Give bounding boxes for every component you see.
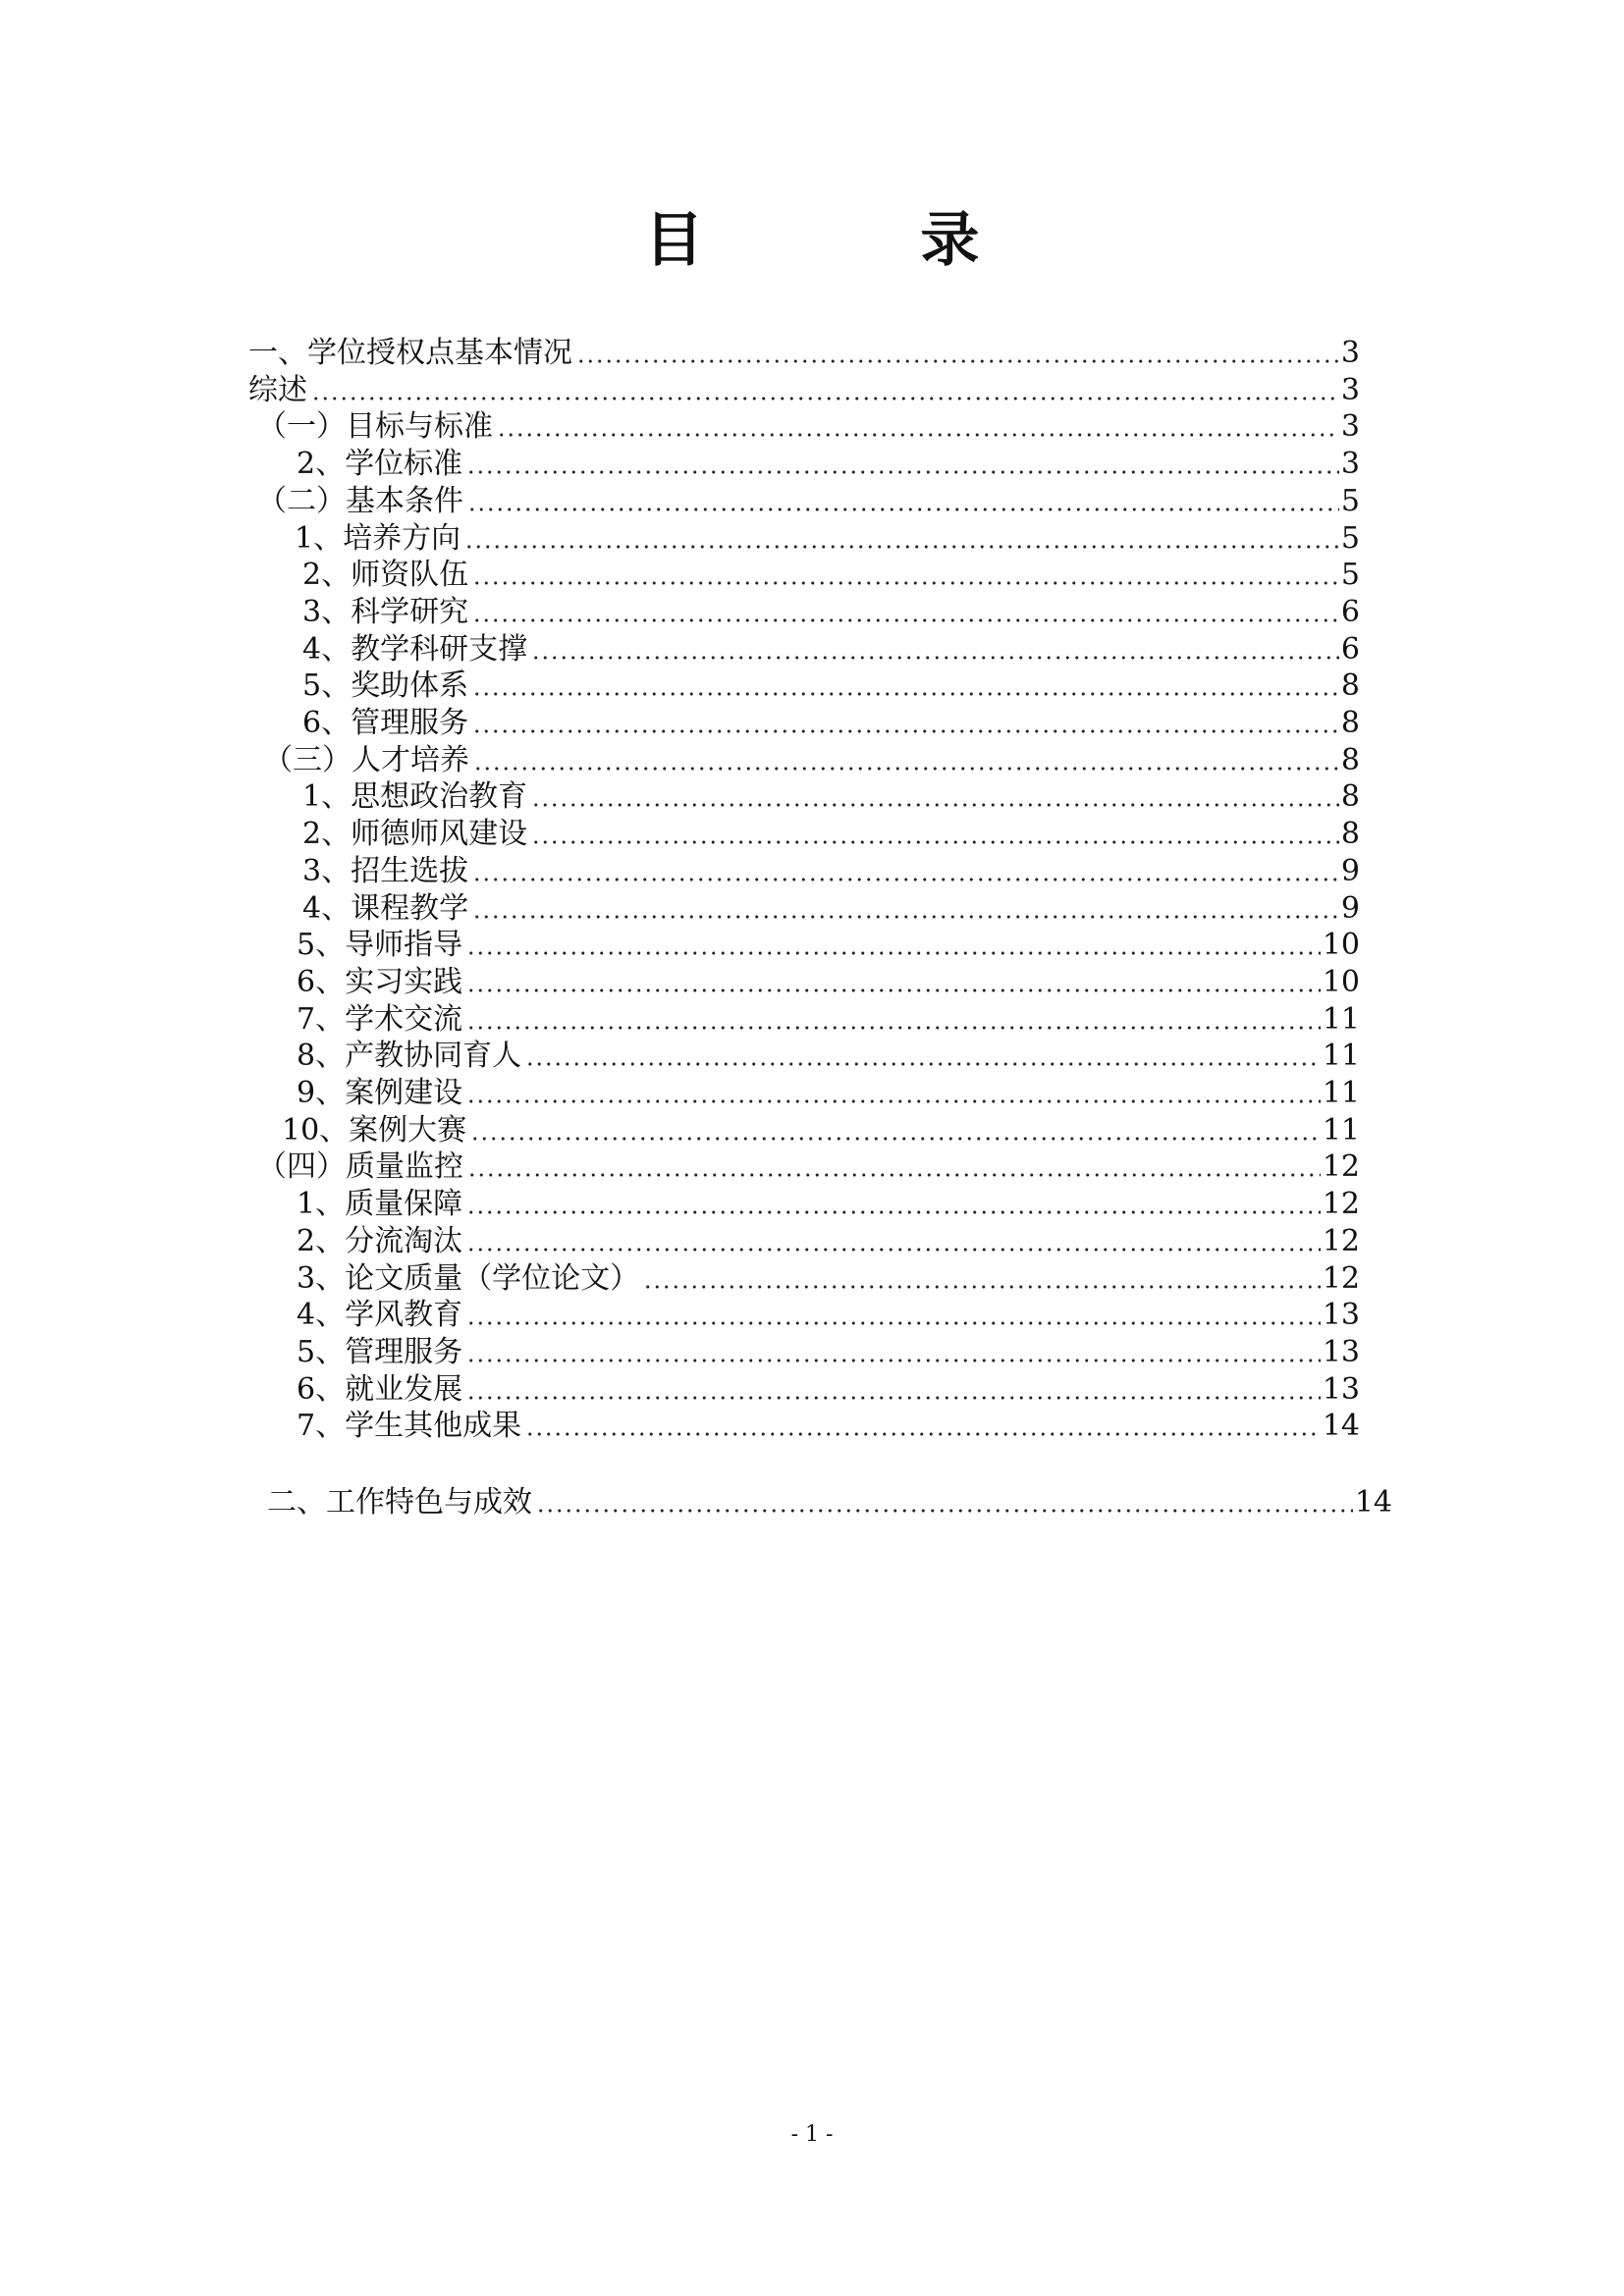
toc-entry-title: （三）人才培养 <box>263 742 469 777</box>
toc-entry-page-number: 10 <box>1322 964 1360 999</box>
toc-leader-dots <box>311 397 1339 400</box>
toc-leader-dots <box>464 545 1339 549</box>
toc-entry-title: 2、师资队伍 <box>302 558 469 593</box>
toc-entry-page-number: 5 <box>1340 520 1360 556</box>
toc-entry-page-number: 5 <box>1340 558 1360 593</box>
toc-entry-page-number: 8 <box>1340 706 1360 740</box>
toc-entry-title: 3、科学研究 <box>302 594 469 629</box>
toc-entry-page-number: 3 <box>1340 372 1360 407</box>
toc-entry-title: 4、教学科研支撑 <box>302 631 528 667</box>
toc-leader-dots <box>466 1359 1321 1362</box>
toc-entry-page-number: 12 <box>1322 1223 1360 1258</box>
toc-leader-dots <box>531 656 1339 660</box>
toc-leader-dots <box>467 507 1339 511</box>
toc-leader-dots <box>643 1285 1321 1289</box>
toc-entry[interactable] <box>297 1370 1360 1410</box>
toc-entry-page-number: 13 <box>1322 1371 1360 1407</box>
toc-entry[interactable] <box>297 1259 1360 1299</box>
toc-entry-title: 二、工作特色与成效 <box>267 1484 532 1520</box>
toc-entry-page-number: 3 <box>1340 336 1360 370</box>
toc-leader-dots <box>472 618 1339 622</box>
toc-entry-title: 一、学位授权点基本情况 <box>248 336 572 370</box>
toc-leader-dots <box>472 915 1339 919</box>
toc-entry[interactable] <box>248 371 1360 410</box>
toc-entry-page-number: 12 <box>1322 1187 1360 1222</box>
toc-entry[interactable] <box>297 1185 1360 1224</box>
toc-leader-dots <box>466 1099 1321 1103</box>
toc-entry[interactable] <box>297 445 1360 484</box>
toc-entry-page-number: 14 <box>1354 1484 1392 1520</box>
toc-entry-page-number: 13 <box>1322 1334 1360 1369</box>
toc-entry[interactable] <box>267 1483 1392 1522</box>
toc-entry-title: 3、招生选拔 <box>302 853 469 888</box>
toc-entry[interactable] <box>297 1333 1360 1372</box>
toc-entry-title: 1、培养方向 <box>295 520 461 556</box>
toc-entry-title: 7、学术交流 <box>297 1001 463 1037</box>
toc-entry[interactable] <box>248 334 1360 373</box>
toc-entry[interactable] <box>302 593 1360 632</box>
toc-entry-title: 5、导师指导 <box>297 928 463 963</box>
toc-entry-title: 8、产教协同育人 <box>297 1039 522 1074</box>
toc-entry-title: 10、案例大赛 <box>282 1112 467 1148</box>
toc-entry-title: 6、实习实践 <box>297 964 463 999</box>
toc-entry-page-number: 8 <box>1340 779 1360 815</box>
toc-entry-page-number: 8 <box>1340 668 1360 704</box>
toc-entry[interactable] <box>302 889 1360 929</box>
toc-entry-title: 4、学风教育 <box>297 1298 463 1333</box>
toc-entry-title: 5、奖助体系 <box>302 668 469 704</box>
toc-leader-dots <box>466 988 1321 992</box>
page-number: - 1 - <box>790 2122 834 2147</box>
toc-entry-title: 6、管理服务 <box>302 706 469 740</box>
toc-entry-page-number: 11 <box>1322 1039 1360 1074</box>
toc-entry[interactable] <box>302 852 1360 891</box>
toc-entry[interactable] <box>302 815 1360 854</box>
toc-entry-page-number: 8 <box>1340 817 1360 852</box>
toc-entry[interactable] <box>297 1407 1360 1446</box>
toc-entry[interactable] <box>302 704 1360 743</box>
toc-entry[interactable] <box>282 1111 1360 1150</box>
toc-leader-dots <box>467 1173 1321 1177</box>
toc-leader-dots <box>525 1062 1321 1066</box>
toc-entry-page-number: 8 <box>1340 742 1360 777</box>
toc-leader-dots <box>497 433 1339 437</box>
toc-entry-page-number: 11 <box>1322 1112 1360 1148</box>
toc-entry-page-number: 10 <box>1322 928 1360 963</box>
toc-leader-dots <box>472 692 1339 696</box>
toc-entry-page-number: 3 <box>1340 447 1360 482</box>
toc-entry-page-number: 9 <box>1340 890 1360 926</box>
toc-entry-page-number: 11 <box>1322 1076 1360 1110</box>
toc-entry-title: （四）质量监控 <box>257 1149 463 1185</box>
toc-leader-dots <box>466 1210 1321 1214</box>
toc-entry-title: （一）目标与标准 <box>257 409 493 445</box>
toc-entry-page-number: 12 <box>1322 1260 1360 1296</box>
toc-entry[interactable] <box>263 741 1360 780</box>
toc-entry[interactable] <box>297 1222 1360 1261</box>
toc-entry[interactable] <box>297 926 1360 965</box>
toc-entry-title: 综述 <box>248 372 307 407</box>
toc-entry-title: 2、分流淘汰 <box>297 1223 463 1258</box>
toc-entry-title: 3、论文质量（学位论文） <box>297 1260 640 1296</box>
toc-entry-title: 1、质量保障 <box>297 1187 463 1222</box>
page-title: 目 录 <box>644 206 1078 275</box>
toc-leader-dots <box>466 951 1321 955</box>
toc-entry[interactable] <box>257 1148 1360 1187</box>
table-of-contents <box>0 334 1624 2002</box>
toc-entry-title: （二）基本条件 <box>257 483 463 518</box>
toc-entry-page-number: 6 <box>1340 631 1360 667</box>
toc-entry[interactable] <box>302 630 1360 669</box>
toc-entry[interactable] <box>295 519 1360 559</box>
toc-leader-dots <box>473 767 1339 771</box>
toc-entry-title: 6、就业发展 <box>297 1371 463 1407</box>
toc-entry-title: 5、管理服务 <box>297 1334 463 1369</box>
toc-leader-dots <box>466 1396 1321 1400</box>
toc-leader-dots <box>536 1509 1353 1513</box>
toc-entry[interactable] <box>302 667 1360 706</box>
toc-leader-dots <box>466 1321 1321 1325</box>
toc-entry[interactable] <box>302 777 1360 817</box>
toc-entry-page-number: 12 <box>1322 1149 1360 1185</box>
toc-entry-title: 2、师德师风建设 <box>302 817 528 852</box>
toc-entry-page-number: 3 <box>1340 409 1360 445</box>
toc-entry-title: 7、学生其他成果 <box>297 1409 522 1444</box>
toc-entry-page-number: 9 <box>1340 853 1360 888</box>
toc-leader-dots <box>531 803 1339 807</box>
toc-leader-dots <box>472 729 1339 733</box>
toc-entry[interactable] <box>297 1296 1360 1335</box>
toc-entry-title: 4、课程教学 <box>302 890 469 926</box>
toc-leader-dots <box>470 1137 1321 1141</box>
toc-leader-dots <box>466 470 1339 474</box>
toc-entry[interactable] <box>257 482 1360 521</box>
toc-leader-dots <box>531 840 1339 844</box>
toc-entry-page-number: 5 <box>1340 483 1360 518</box>
toc-leader-dots <box>472 581 1339 585</box>
toc-entry-title: 2、学位标准 <box>297 447 463 482</box>
toc-leader-dots <box>525 1432 1321 1436</box>
toc-entry-page-number: 14 <box>1322 1409 1360 1444</box>
toc-leader-dots <box>466 1248 1321 1252</box>
toc-entry[interactable] <box>297 1000 1360 1040</box>
toc-leader-dots <box>472 878 1339 881</box>
toc-entry-page-number: 6 <box>1340 594 1360 629</box>
toc-entry[interactable] <box>257 407 1360 447</box>
toc-entry-title: 1、思想政治教育 <box>302 779 528 815</box>
toc-entry[interactable] <box>297 1037 1360 1076</box>
toc-entry-page-number: 13 <box>1322 1298 1360 1333</box>
toc-entry-title: 9、案例建设 <box>297 1076 463 1110</box>
toc-entry[interactable] <box>297 963 1360 1002</box>
toc-entry[interactable] <box>297 1074 1360 1113</box>
toc-leader-dots <box>466 1026 1321 1030</box>
toc-entry[interactable] <box>302 556 1360 595</box>
toc-leader-dots <box>576 359 1339 363</box>
toc-entry-page-number: 11 <box>1322 1001 1360 1037</box>
